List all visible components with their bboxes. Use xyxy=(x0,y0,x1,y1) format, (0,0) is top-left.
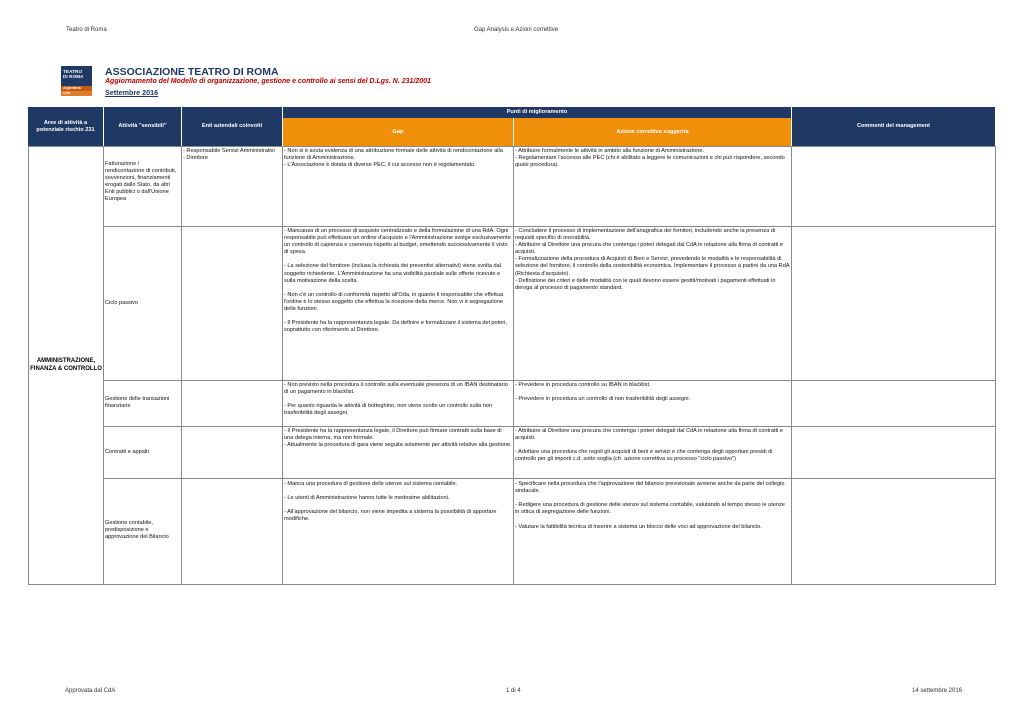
header-improvements: Punti di miglioramento xyxy=(283,107,792,118)
row1-entities: - Responsabile Servizi Amministrativi - Direttore xyxy=(183,148,275,162)
row2-action: - Concludere il processo di implementazione dell'anagrafica dei fornitori, includendo anche la presenza di requisiti specifici di onorabilità. - Attribuire al Direttore una procura che contenga i poteri delegati dal CdA in relazione alla firma di contratti e acquisti. - Formalizzazione della procedura di Acquisti di Beni e Servizi, prevedendo le modalità e le responsabilità di selezione del fornitore, il controllo della sostenibilità economica. Implementare il processo a partire da una RdA (Richiesta d'acquisto). - Definizione dei criteri e delle modalità con le quali devono essere gestiti/motivati i pagamenti effettuati in deroga al processo di pagamento standard. xyxy=(515,228,790,291)
logo-line1: TEATRO xyxy=(63,69,83,74)
row3-activity: Gestione delle transazioni finanziarie xyxy=(105,396,170,410)
logo-line2: DI ROMA xyxy=(63,74,84,79)
row4-gap: - Il Presidente ha la rappresentanza legale, il Direttore può firmare contratti sulla base di una delega interna, ma non formale. - Attualmente la procedura di gara viene seguita solamente per attività relative alla gestione. xyxy=(284,428,512,449)
row2-gap: - Mancanza di un processo di acquisto centralizzato e della formulazione di una RdA. Ogni responsabile può effettuare un ordine d'acquisto e l'Amministrazione svolge esclusivamente un controllo di capienza e coerenza rispetto al budget, emettendo successivamente il visto di spesa. - La selezione del fornitore (inclusa la richiesta dei preventivi alternativi) viene svolta dal soggetto richiedente. L'Amministrazione ha una visibilità parziale sulle offerte ricevute e sulla motivazione della scelta. - Non c'è un controllo di conformità rispetto all'Oda, in quanto il responsabile che effettua l'ordine è lo stesso soggetto che effettua la ricezione della merce. Non vi è segregazione delle funzioni. - Il Presidente ha la rappresentanza legale. Da definire e formalizzare il sistema dei poteri, soprattutto con riferimento al Direttore. xyxy=(284,228,511,334)
header-area: Aree di attività a potenziale rischio 231 xyxy=(28,107,104,146)
logo-band1: Argentina xyxy=(63,86,81,90)
document-title: ASSOCIAZIONE TEATRO DI ROMA xyxy=(105,66,279,78)
document-date: Settembre 2016 xyxy=(105,88,159,97)
row1-activity: Fatturazione / rendicontazione di contributi, sovvenzioni, finanziamenti erogati dallo Stato, da altri Enti pubblici o dall'Unione Europea xyxy=(105,161,177,203)
header-activity: Attività "sensibili" xyxy=(104,107,182,146)
header-entities: Enti aziendali coinvolti xyxy=(182,107,283,146)
row5-action: - Specificare nella procedura che l'approvazione del bilancio previsionale avviene anche da parte del collegio sindacale. - Redigere una procedura di gestione delle utenze sul sistema contabile, valutando al tempo stesso le utenze in ottica di segregazione delle funzioni. - Valutare la fattibilità tecnica di inserire a sistema un blocco delle voci ad approvazione del bilancio. xyxy=(515,481,785,530)
row5-activity: Gestione contabile, predisposizione e approvazione del Bilancio xyxy=(105,520,169,541)
area-name: AMMINISTRAZIONE, FINANZA & CONTROLLO xyxy=(30,358,102,372)
page-header-left: Teatro di Roma xyxy=(66,27,107,33)
row5-gap: - Manca una procedura di gestione delle utenze sul sistema contabile. - Le utenti di Amministrazione hanno tutte le medesime abilitazioni. - All'approvazione del bilancio, non viene impedita a sistema la possibilità di apportare modifiche. xyxy=(284,481,497,523)
page-number: 1 di 4 xyxy=(506,688,521,694)
row4-action: - Attribuire al Direttore una procura che contenga i poteri delegati dal CdA in relazione alla firma di contratti e acquisti. - Adottare una procedura che regoli gli acquisti di beni e servizi e che contenga degli opportuni presidi di controllo per gli importi c.d. sotto soglia (cfr. azione correttiva su processo "ciclo passivo") xyxy=(515,428,784,463)
row4-activity: Contratti e appalti xyxy=(105,449,149,455)
page-header-center: Gap Analysis e Azioni correttive xyxy=(474,27,559,33)
row3-action: - Prevedere in procedura controllo su IBAN in blacklist. - Prevedere in procedura un controllo di non trasferibilità degli assegni. xyxy=(515,382,691,403)
row2-activity: Ciclo passivo xyxy=(105,300,138,306)
row3-gap: - Non previsto nella procedura il controllo sulla eventuale presenza di un IBAN destinatario di un pagamento in blacklist. - Per quanto riguarda le attività di botteghino, non viene svolto un controllo sulla non trasferibilità degli assegni. xyxy=(284,382,508,417)
header-gap: Gap xyxy=(283,118,514,146)
footer-left: Approvata dal CdA xyxy=(65,688,116,694)
logo-band2: India xyxy=(63,91,71,95)
row1-gap: - Non si è avuta evidenza di una attribuzione formale delle attività di rendicontazione alla funzione di Amministrazione. - L'Associazione è dotata di diverse PEC, il cui accesso non è regolamentato. xyxy=(284,148,503,169)
header-comments: Commenti del management xyxy=(792,107,996,146)
teatro-di-roma-logo xyxy=(61,66,92,96)
header-action: Azione correttiva suggerita xyxy=(514,118,792,146)
footer-date: 14 settembre 2016 xyxy=(912,688,963,694)
row1-action: - Attribuire formalmente le attività in ambito alla funzione di Amministrazione. - Regolamentare l'accesso alle PEC (chi è abilitato a leggere le comunicazioni e chi può rispondere, secondo quale procedura). xyxy=(515,148,785,169)
document-subtitle: Aggiornamento del Modello di organizzazione, gestione e controllo ai sensi del D.Lgs. N. 231/2001 xyxy=(105,78,431,85)
